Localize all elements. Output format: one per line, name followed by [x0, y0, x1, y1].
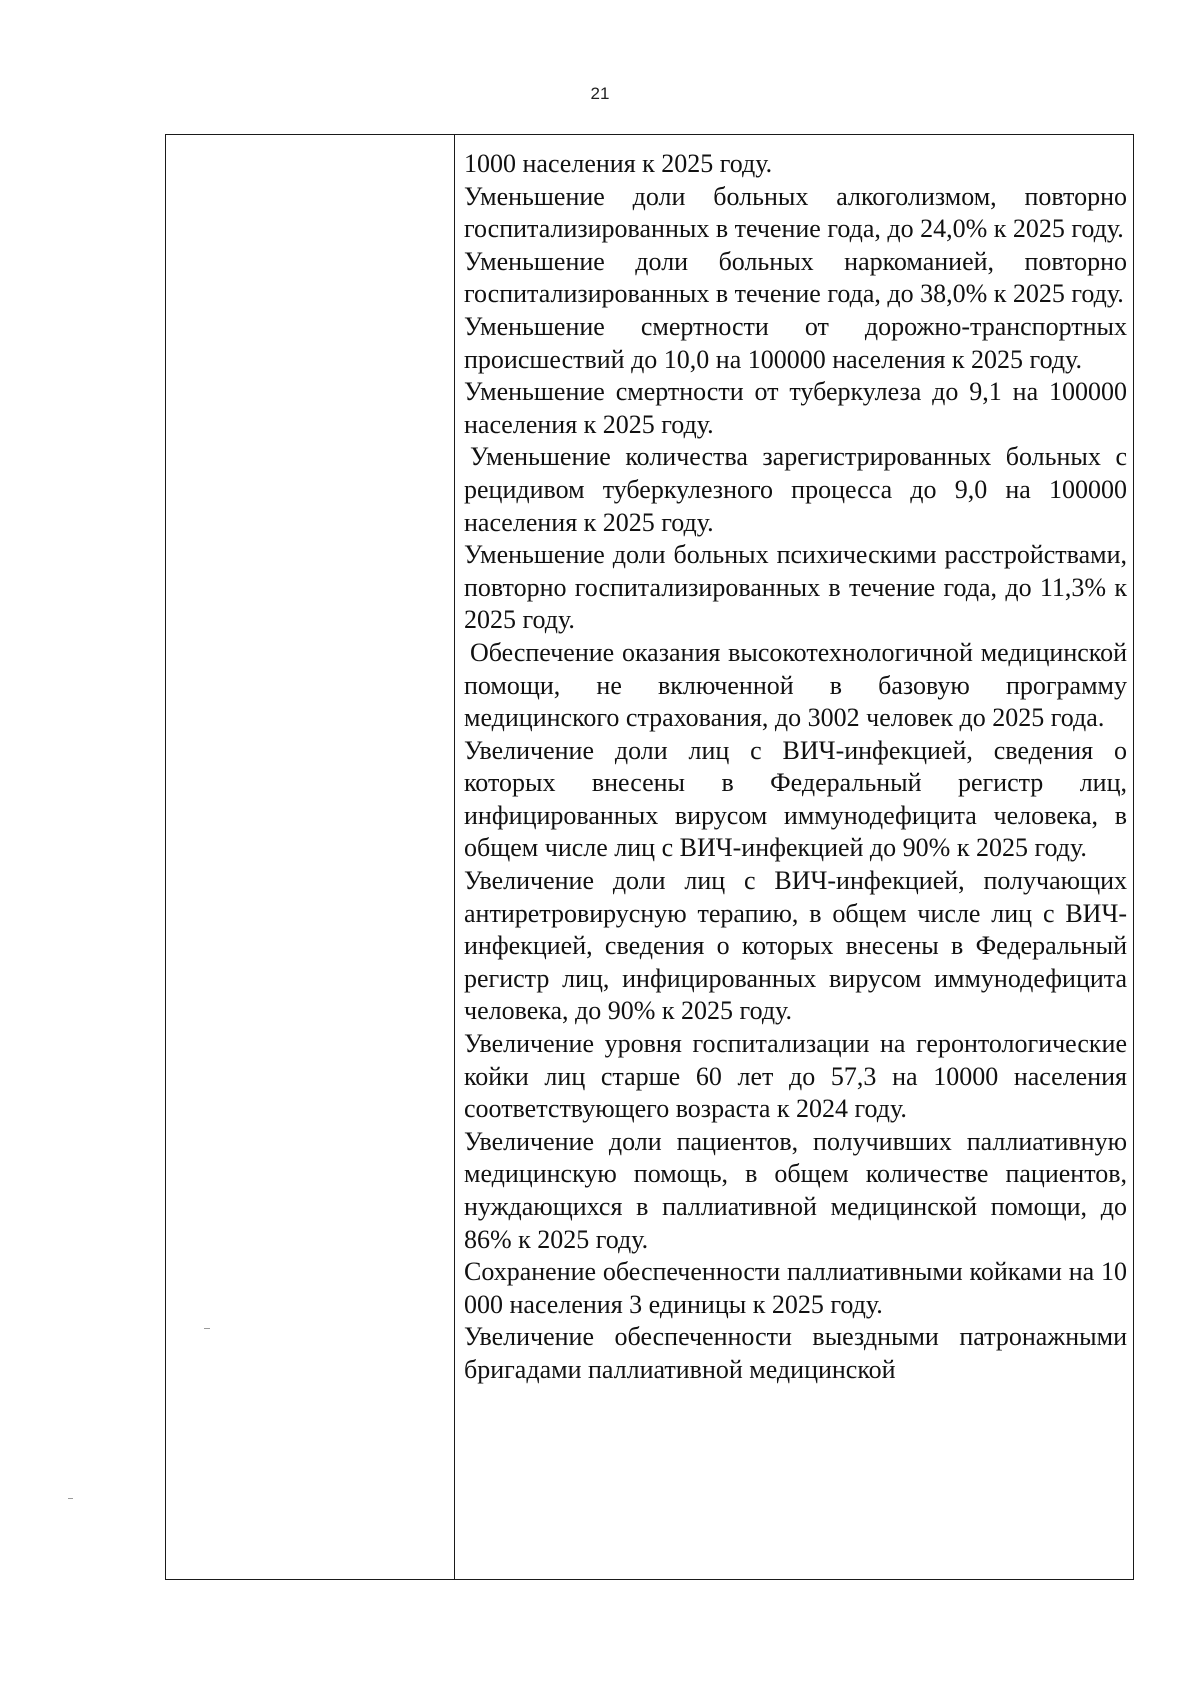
- indicator-paragraph: Уменьшение доли больных психическими расстройствами, повторно госпитализированных в течение года, до 11,3% к 2025 году.: [464, 540, 1127, 635]
- indicator-paragraph: Сохранение обеспеченности паллиативными койками на 10 000 населения 3 единицы к 2025 году.: [464, 1257, 1127, 1319]
- indicator-paragraph: Увеличение доли пациентов, получивших паллиативную медицинскую помощь, в общем количестве пациентов, нуждающихся в паллиативной медицинской помощи, до 86% к 2025 году.: [464, 1126, 1127, 1254]
- scan-artifact: [204, 1328, 210, 1329]
- table-right-column: [455, 135, 1133, 1579]
- indicator-paragraph: Обеспечение оказания высокотехнологичной медицинской помощи, не включенной в базовую программу медицинского страхования, до 3002 человек до 2025 года.: [464, 637, 1127, 733]
- scan-artifact: [68, 1498, 73, 1499]
- indicator-paragraph: Уменьшение смертности от туберкулеза до 9,1 на 100000 населения к 2025 году.: [464, 377, 1127, 439]
- indicator-paragraph: Увеличение доли лиц с ВИЧ-инфекцией, получающих антиретровирусную терапию, в общем числе лиц с ВИЧ-инфекцией, сведения о которых внесены в Федеральный регистр лиц, инфицированных вирусом иммунодефицита человека, до 90% к 2025 году.: [464, 866, 1127, 1026]
- indicator-paragraph: Увеличение обеспеченности выездными патронажными бригадами паллиативной медицинской: [464, 1322, 1127, 1384]
- indicator-paragraph: Увеличение уровня госпитализации на геронтологические койки лиц старше 60 лет до 57,3 на 10000 населения соответствующего возраста к 2024 году.: [464, 1029, 1127, 1124]
- table-left-column: [166, 135, 455, 1579]
- document-table: [165, 134, 1134, 1580]
- indicator-paragraph: Уменьшение доли больных наркоманией, повторно госпитализированных в течение года, до 38,0% к 2025 году.: [464, 246, 1127, 309]
- indicator-paragraph: Уменьшение смертности от дорожно-транспортных происшествий до 10,0 на 100000 населения к 2025 году.: [464, 311, 1127, 374]
- indicator-paragraph: 1000 населения к 2025 году.: [464, 149, 773, 178]
- page-number: 21: [590, 84, 610, 103]
- indicator-paragraph: Уменьшение количества зарегистрированных больных с рецидивом туберкулезного процесса до 9,0 на 100000 населения к 2025 году.: [464, 442, 1127, 537]
- indicator-paragraph: Увеличение доли лиц с ВИЧ-инфекцией, сведения о которых внесены в Федеральный регистр лиц, инфицированных вирусом иммунодефицита человека, в общем числе лиц с ВИЧ-инфекцией до 90% к 2025 году.: [464, 735, 1127, 863]
- indicator-paragraph: Уменьшение доли больных алкоголизмом, повторно госпитализированных в течение года, до 24,0% к 2025 году.: [464, 181, 1127, 244]
